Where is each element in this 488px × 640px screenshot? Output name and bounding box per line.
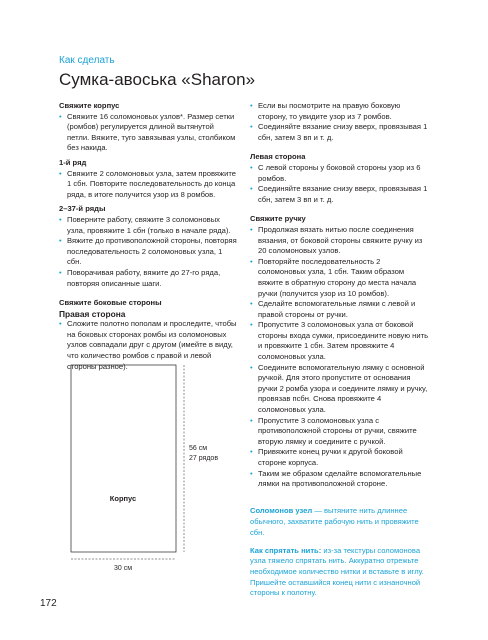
- footnote-term: Соломонов узел: [250, 506, 313, 516]
- subsection-heading: Правая сторона: [59, 308, 126, 319]
- list-item: • Продолжая вязать нитью после соединения вязания, от боковой стороны свяжите ручку из 20 соломоновых узлов.: [250, 225, 430, 257]
- list-item: • С левой стороны у боковой стороны узор из 6 ромбов.: [250, 163, 430, 184]
- footnote-solomon-knot: [250, 506, 430, 538]
- bag-body-diagram: [59, 362, 229, 592]
- list-item: • Поворачивая работу, вяжите до 27-го ряда, повторяя описанные шаги.: [59, 268, 237, 289]
- bag-body-outline: [71, 365, 176, 552]
- bag-body-label: Корпус: [109, 494, 137, 503]
- list-item: • Повторяйте последовательность 2 соломоновых узла, 1 сбн. Таким образом вяжите в обратную сторону до места начала ручки (получится узор из 10 ромбов).: [250, 257, 430, 299]
- left-column: [59, 101, 237, 372]
- footnote-term: Как спрятать нить:: [250, 545, 322, 555]
- list-item: • Если вы посмотрите на правую боковую сторону, то увидите узор из 7 ромбов.: [250, 101, 430, 122]
- list: [59, 169, 237, 201]
- list: [250, 225, 430, 490]
- kicker: Как сделать: [59, 55, 115, 66]
- footnote-hide-thread: [250, 546, 430, 599]
- section-heading: 1-й ряд: [59, 157, 87, 167]
- list-item: • Привяжите конец ручки к другой боковой стороне корпуса.: [250, 447, 430, 468]
- list: [250, 101, 430, 143]
- list-item: • Свяжите 2 соломоновых узла, затем провяжите 1 сбн. Повторите последовательность до конца ряда, в итоге получится узор из 8 ромбов.: [59, 169, 237, 201]
- section-heading: Свяжите ручку: [250, 214, 306, 224]
- list-item: • Свяжите 16 соломоновых узлов*. Размер сетки (ромбов) регулируется длиной вытянутой петли. Вяжите, туго завязывая узлы, столбиком без накида.: [59, 112, 237, 154]
- list-item: • Пропустите 3 соломоновых узла с противоположной стороны от ручки, свяжите вторую лямку и соедините с ручкой.: [250, 416, 430, 448]
- list-item: • Соединяйте вязание снизу вверх, провязывая 1 сбн, затем 3 вп и т. д.: [250, 122, 430, 143]
- height-label: 56 см: [189, 445, 208, 452]
- page-title: Сумка-авоська «Sharon»: [59, 70, 256, 89]
- list-item: • Вяжите до противоположной стороны, повторяя последовательность 2 соломоновых узла, 1 сбн.: [59, 236, 237, 268]
- page-number: 172: [40, 598, 57, 609]
- list-item: • Сделайте вспомогательные лямки с левой и правой стороны от ручки.: [250, 299, 430, 320]
- width-label: 30 см: [113, 565, 133, 572]
- rows-label: 27 рядов: [189, 455, 219, 462]
- list-item: • Соединяйте вязание снизу вверх, провязывая 1 сбн, затем 3 вп и т. д.: [250, 184, 430, 205]
- footnote-text: — вытяните нить длиннее обычного, захватите рабочую нить и провяжите сбн.: [250, 506, 419, 537]
- list: [59, 112, 237, 154]
- footnote-text: из-за текстуры соломонова узла тяжело спрятать нить. Аккуратно отрежьте необходимое количество нитки и вставьте в иглу. Пришейте оставшийся конец нити с изнаночной стороны к полотну.: [250, 545, 424, 598]
- list-item: • Пропустите 3 соломоновых узла от боковой стороны входа сумки, присоедините новую нить и провяжите 1 сбн. Затем провяжите 4 соломоновых узла.: [250, 320, 430, 362]
- section-heading: Свяжите боковые стороны: [59, 298, 162, 308]
- section-heading: Левая сторона: [250, 152, 306, 162]
- list-item: • Соедините вспомогательную лямку с основной ручкой. Для этого пропустите от основания ручки 2 ромба узора и соедините лямку и ручку, провязав псбн. Снова провяжите 4 соломоновых узла.: [250, 363, 430, 416]
- section-heading: Свяжите корпус: [59, 101, 120, 110]
- list-item: • Сложите полотно пополам и проследите, чтобы на боковых сторонах ромбы из соломоновых узлов совпадали друг с другом (имейте в виду, что количество ромбов с правой и левой стороны разное).: [59, 319, 237, 372]
- list-item: • Поверните работу, свяжите 3 соломоновых узла, провяжите 1 сбн (только в начале ряда).: [59, 215, 237, 236]
- list-item: • Таким же образом сделайте вспомогательные лямки на противоположной стороне.: [250, 469, 430, 490]
- list: [59, 215, 237, 289]
- right-column: [250, 101, 430, 606]
- section-heading: 2–37-й ряды: [59, 204, 106, 214]
- bag-body-diagram-svg: [59, 362, 229, 592]
- list: [250, 163, 430, 205]
